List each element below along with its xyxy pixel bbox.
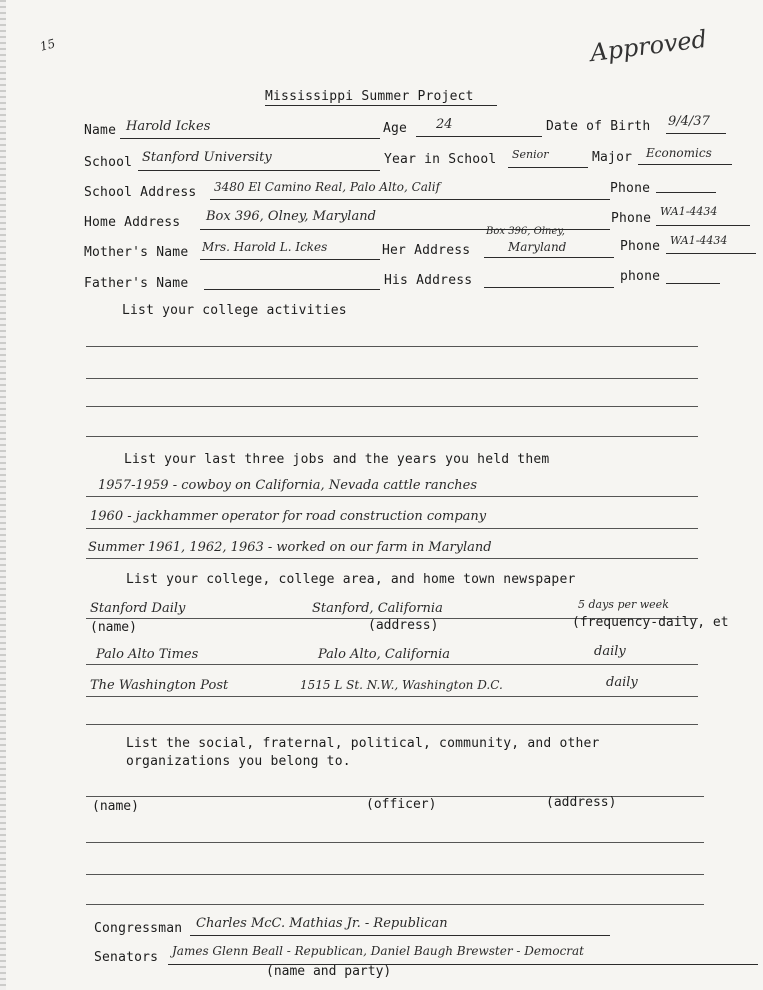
job-entry-3: Summer 1961, 1962, 1963 - worked on our farm in Maryland — [88, 540, 492, 555]
scan-edge — [0, 0, 6, 990]
newspaper-3-address: 1515 L St. N.W., Washington D.C. — [300, 678, 503, 692]
activities-line-4 — [86, 436, 698, 437]
father-phone-line — [666, 283, 720, 284]
his-address-label: His Address — [384, 273, 473, 288]
newspaper-line-3 — [86, 696, 698, 697]
senators-label: Senators — [94, 950, 159, 965]
newspaper-1-name: Stanford Daily — [90, 601, 186, 616]
mother-phone-value: WA1-4434 — [670, 234, 728, 247]
year-line — [508, 167, 588, 168]
organizations-col-name: (name) — [92, 799, 139, 814]
job-line-1 — [86, 496, 698, 497]
her-address-line — [484, 257, 614, 258]
school-address-line — [210, 199, 610, 200]
newspaper-line-4 — [86, 724, 698, 725]
age-label: Age — [383, 121, 408, 136]
school-address-value: 3480 El Camino Real, Palo Alto, Calif — [214, 180, 441, 194]
newspaper-3-name: The Washington Post — [90, 678, 229, 693]
organizations-col-officer: (officer) — [366, 797, 437, 812]
father-name-line — [204, 289, 380, 290]
dob-label: Date of Birth — [546, 119, 651, 134]
activities-prompt: List your college activities — [122, 303, 347, 318]
job-entry-1: 1957-1959 - cowboy on California, Nevada cattle ranches — [98, 478, 478, 493]
year-label: Year in School — [384, 152, 497, 167]
home-phone-line — [656, 225, 750, 226]
name-label: Name — [84, 123, 117, 138]
newspaper-2-name: Palo Alto Times — [96, 647, 199, 662]
year-value: Senior — [512, 148, 549, 161]
major-value: Economics — [646, 146, 712, 160]
organizations-line-2 — [86, 842, 704, 843]
name-value: Harold Ickes — [126, 119, 211, 134]
title-underline — [265, 105, 497, 106]
her-address-label: Her Address — [382, 243, 471, 258]
newspaper-2-frequency: daily — [594, 644, 626, 659]
home-address-value: Box 396, Olney, Maryland — [206, 209, 376, 224]
activities-line-1 — [86, 346, 698, 347]
newspaper-col-frequency: (frequency-daily, et — [572, 615, 729, 630]
major-line — [638, 164, 732, 165]
mother-name-value: Mrs. Harold L. Ickes — [202, 240, 328, 254]
congressman-value: Charles McC. Mathias Jr. - Republican — [196, 916, 448, 931]
school-phone-label: Phone — [610, 181, 651, 196]
father-phone-label: phone — [620, 269, 661, 284]
newspaper-line-2 — [86, 664, 698, 665]
mother-phone-line — [666, 253, 756, 254]
newspapers-prompt: List your college, college area, and home town newspaper — [126, 572, 576, 587]
age-value: 24 — [436, 117, 453, 132]
newspaper-3-frequency: daily — [606, 675, 638, 690]
senators-caption: (name and party) — [266, 964, 392, 979]
newspaper-col-address: (address) — [368, 618, 439, 633]
approved-stamp: Approved — [588, 24, 709, 68]
congressman-line — [190, 935, 610, 936]
jobs-prompt: List your last three jobs and the years you held them — [124, 452, 550, 467]
school-address-label: School Address — [84, 185, 197, 200]
school-label: School — [84, 155, 133, 170]
job-line-2 — [86, 528, 698, 529]
school-phone-line — [656, 192, 716, 193]
newspaper-col-name: (name) — [90, 620, 137, 635]
father-name-label: Father's Name — [84, 276, 189, 291]
age-line — [416, 136, 542, 137]
name-line — [120, 138, 380, 139]
organizations-prompt-2: organizations you belong to. — [126, 754, 351, 769]
newspaper-1-frequency: 5 days per week — [578, 598, 669, 611]
school-value: Stanford University — [142, 150, 272, 165]
activities-line-3 — [86, 406, 698, 407]
dob-value: 9/4/37 — [668, 114, 710, 129]
newspaper-1-address: Stanford, California — [312, 601, 443, 616]
organizations-col-address: (address) — [546, 795, 617, 810]
home-phone-label: Phone — [611, 211, 652, 226]
her-address-value: Maryland — [508, 240, 567, 254]
organizations-line-3 — [86, 874, 704, 875]
her-address-note: Box 396, Olney, — [486, 226, 565, 237]
his-address-line — [484, 287, 614, 288]
dob-line — [666, 133, 726, 134]
activities-line-2 — [86, 378, 698, 379]
senators-line — [168, 964, 758, 965]
congressman-label: Congressman — [94, 921, 183, 936]
senators-value: James Glenn Beall - Republican, Daniel Baugh Brewster - Democrat — [172, 944, 584, 958]
major-label: Major — [592, 150, 633, 165]
home-phone-value: WA1-4434 — [660, 205, 718, 218]
job-line-3 — [86, 558, 698, 559]
mother-name-label: Mother's Name — [84, 245, 189, 260]
mother-name-line — [200, 259, 380, 260]
margin-note: 15 — [38, 36, 57, 54]
home-address-label: Home Address — [84, 215, 181, 230]
mother-phone-label: Phone — [620, 239, 661, 254]
newspaper-2-address: Palo Alto, California — [318, 647, 451, 662]
job-entry-2: 1960 - jackhammer operator for road construction company — [90, 509, 487, 524]
organizations-line-4 — [86, 904, 704, 905]
organizations-prompt-1: List the social, fraternal, political, community, and other — [126, 736, 600, 751]
form-title: Mississippi Summer Project — [265, 89, 474, 104]
school-line — [138, 170, 380, 171]
